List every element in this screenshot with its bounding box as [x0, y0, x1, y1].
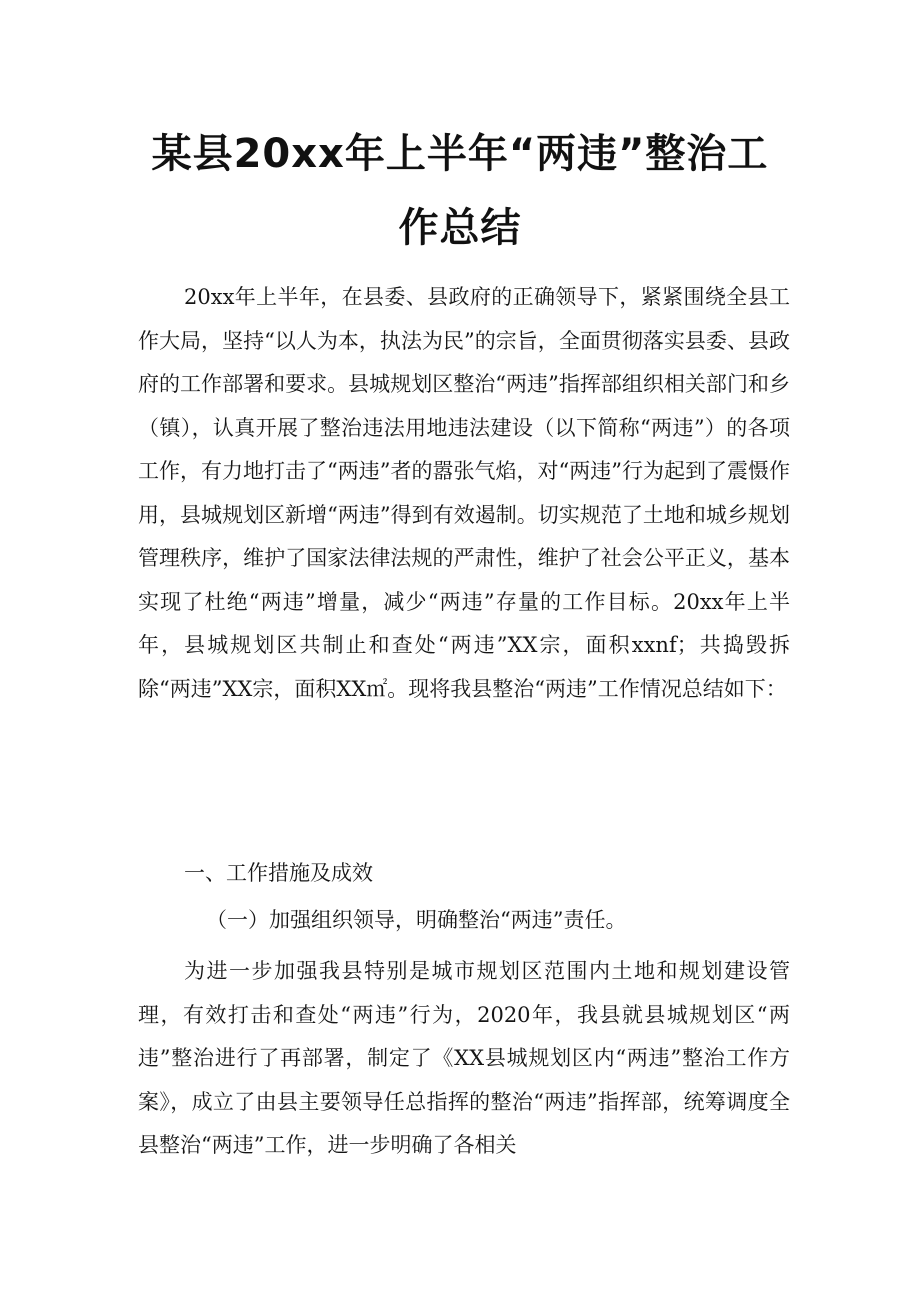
subsection-heading: （一）加强组织领导，明确整治“两违”责任。	[206, 908, 627, 932]
intro-paragraph: 20xx年上半年，在县委、县政府的正确领导下，紧紧围绕全县工作大局，坚持“以人为本，执法为民”的宗旨，全面贯彻落实县委、县政府的工作部署和要求。县城规划区整治“两违”指挥部组织相关部门和乡（镇），认真开展了整治违法用地违法建设（以下简称“两违”）的各项工作，有力地打击了“两违”者的嚣张气焰，对“两违”行为起到了震慑作用，县城规划区新增“两违”得到有效遏制。切实规范了土地和城乡规划管理秩序，维护了国家法律法规的严肃性，维护了社会公平正义，基本实现了杜绝“两违”增量，减少“两违”存量的工作目标。20xx年上半年，县城规划区共制止和查处“两违”XX宗，面积xxnf；共捣毁拆除“两违”XX宗，面积XX㎡。现将我县整治“两违”工作情况总结如下：	[138, 285, 790, 701]
section-heading: 一、工作措施及成效	[184, 861, 373, 885]
document-title-line-2: 作总结	[398, 205, 522, 251]
document-title-line-1: 某县20xx年上半年“两违”整治工	[151, 131, 769, 177]
body-paragraph: 为进一步加强我县特别是城市规划区范围内土地和规划建设管理，有效打击和查处“两违”行为，2020年，我县就县城规划区“两违”整治进行了再部署，制定了《XX县城规划区内“两违”整治工作方案》，成立了由县主要领导任总指挥的整治“两违”指挥部，统筹调度全县整治“两违”工作，进一步明确了各相关	[138, 959, 790, 1157]
